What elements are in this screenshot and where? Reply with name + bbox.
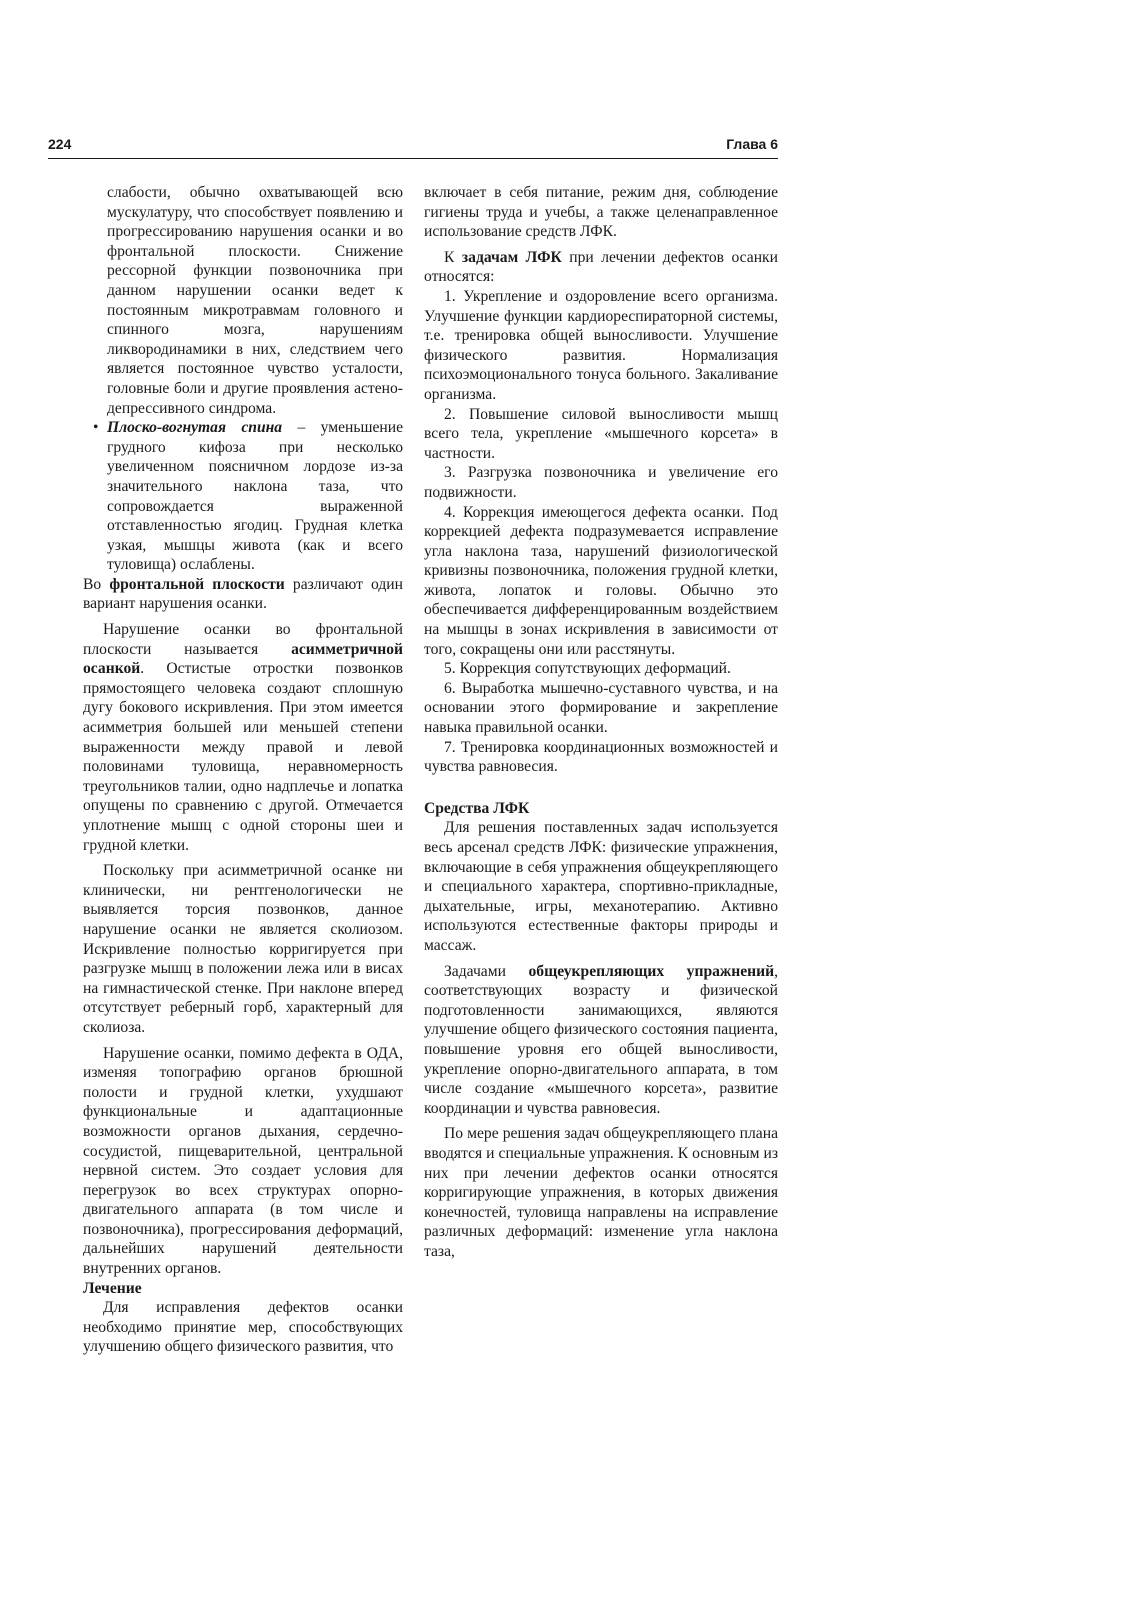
term: Плоско-вогнутая спина — [107, 419, 283, 437]
section-heading-treatment: Лечение — [83, 1279, 142, 1297]
term: задачам ЛФК — [461, 248, 562, 266]
list-item: 7. Тренировка координационных возможностей и чувства равновесия. — [424, 738, 778, 776]
list-item: 1. Укрепление и оздоровление всего организма. Улучшение функции кардиореспираторной системы, т.е. тренировка общей выносливости. Улучшение физического развития. Нормализация психоэмоционального тонуса больного. Закаливание организма. — [424, 287, 778, 403]
bullet-item-flat-concave-back — [83, 418, 403, 575]
paragraph: К задачам ЛФК при лечении дефектов осанки относятся: — [424, 248, 778, 286]
list-item: 4. Коррекция имеющегося дефекта осанки. Под коррекцией дефекта подразумевается исправление угла наклона таза, нарушений физиологической кривизны позвоночника, положения грудной клетки, живота, лопаток и головы. Обычно это обеспечивается дифференцированным воздействием на мышцы в зонах искривления в зависимости от того, сокращены они или расстянуты. — [424, 503, 778, 658]
chapter-title: Глава 6 — [726, 136, 778, 152]
paragraph: Задачами общеукрепляющих упражнений, соответствующих возрасту и физической подготовленности занимающихся, являются улучшение общего физического состояния пациента, повышение уровня его общей выносливости, укрепление опорно-двигательного аппарата, в том числе создание «мышечного корсета», развитие координации и чувства равновесия. — [424, 962, 779, 1117]
term: фронтальной плоскости — [109, 575, 285, 593]
paragraph: слабости, обычно охватывающей всю мускулатуру, что способствует появлению и прогрессированию нарушения осанки и во фронтальной плоскости. Снижение рессорной функции позвоночника при данном нарушении осанки ведет к постоянным микротравмам головного и спинного мозга, нарушениям ликвородинамики в них, следствием чего является постоянное чувство усталости, головные боли и другие проявления астено-депрессивного синдрома. — [107, 184, 403, 417]
left-column — [83, 183, 403, 1357]
paragraph: Нарушение осанки во фронтальной плоскости называется асимметричной осанкой. Остистые отростки позвонков прямостоящего человека создают сплошную дугу бокового искривления. При этом имеется асимметрия большей или меньшей степени выраженности между правой и левой половинами туловища, неравномерность треугольников талии, одно надплечье и лопатка опущены по сравнению с другой. Отмечается уплотнение мышц с одной стороны шеи и грудной клетки. — [83, 621, 403, 854]
bullet-marker: • — [93, 419, 99, 437]
term: общеукрепляющих упражнений — [528, 962, 775, 980]
paragraph: Во фронтальной плоскости различают один вариант нарушения осанки. — [83, 575, 403, 613]
page-number: 224 — [48, 136, 72, 152]
paragraph: Нарушение осанки, помимо дефекта в ОДА, изменяя топографию органов брюшной полости и грудной клетки, ухудшают функциональные и адаптационные возможности органов дыхания, сердечно-сосудистой, пищеварительной, центральной нервной систем. Это создает условия для перегрузок во всех структурах опорно-двигательного аппарата (в том числе и позвоночника), прогрессирования деформаций, дальнейших нарушений деятельности внутренних органов. — [83, 1044, 403, 1278]
paragraph: включает в себя питание, режим дня, соблюдение гигиены труда и учебы, а также целенаправленное использование средств ЛФК. — [424, 184, 778, 241]
section-heading-lfk-means: Средства ЛФК — [424, 799, 530, 817]
list-item: 6. Выработка мышечно-суставного чувства, и на основании этого формирование и закрепление навыка правильной осанки. — [424, 679, 778, 737]
running-header — [48, 136, 778, 159]
paragraph: По мере решения задач общеукрепляющего плана вводятся и специальные упражнения. К основным из них при лечении дефектов осанки относятся корригирующие упражнения, в которых движения конечностей, туловища направлены на исправление различных деформаций: изменение угла наклона таза, — [424, 1125, 778, 1260]
paragraph: Для исправления дефектов осанки необходимо принятие мер, способствующих улучшению общего физического развития, что — [83, 1299, 403, 1356]
bullet-text: – уменьшение грудного кифоза при несколько увеличенном поясничном лордозе из-за значительного наклона таза, что сопровождается выраженной отставленностью ягодиц. Грудная клетка узкая, мышцы живота (как и всего туловища) ослаблены. — [107, 419, 403, 574]
term: асимметричной осанкой — [83, 640, 403, 678]
list-item: 5. Коррекция сопутствующих деформаций. — [444, 660, 731, 678]
paragraph: Поскольку при асимметричной осанке ни клинически, ни рентгенологически не выявляется торсия позвонков, данное нарушение осанки не является сколиозом. Искривление полностью корригируется при разгрузке мышц в положении лежа или в висах на гимнастической стенке. При наклоне вперед отсутствует реберный горб, характерный для сколиоза. — [83, 862, 403, 1036]
paragraph: Для решения поставленных задач используется весь арсенал средств ЛФК: физические упражнения, включающие в себя упражнения общеукрепляющего и специального характера, спортивно-прикладные, дыхательные, игры, механотерапию. Активно используются естественные факторы природы и массаж. — [424, 819, 778, 954]
list-item: 2. Повышение силовой выносливости мышц всего тела, укрепление «мышечного корсета» в частности. — [424, 405, 778, 462]
right-column — [424, 183, 778, 1261]
list-item: 3. Разгрузка позвоночника и увеличение его подвижности. — [424, 464, 778, 501]
